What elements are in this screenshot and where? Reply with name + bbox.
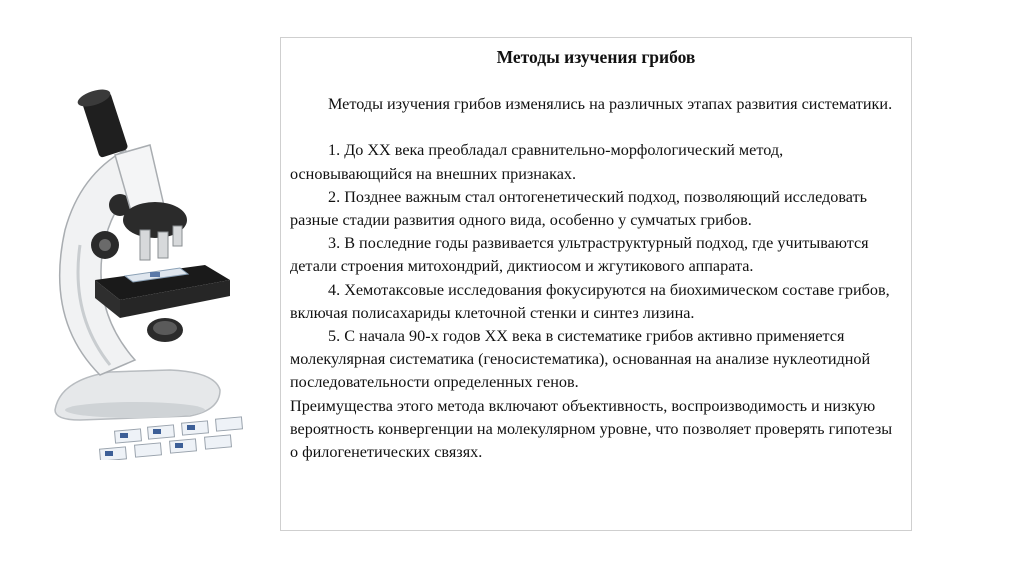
method-item-2: 2. Позднее важным стал онтогенетический подход, позволяющий исследовать разные стадии развития одного вида, особенно у сумчатых грибов. — [290, 187, 868, 229]
conclusion-paragraph: Преимущества этого метода включают объективность, воспроизводимость и низкую вероятность конвергенции на молекулярном уровне, что позволяет проверять гипотезы о филогенетических связях. — [290, 396, 893, 462]
slide-title: Методы изучения грибов — [496, 47, 696, 67]
method-item-3: 3. В последние годы развивается ультраструктурный подход, где учитываются детали строения митохондрий, диктиосом и жгутикового аппарата. — [290, 234, 869, 276]
body-text — [290, 93, 904, 464]
microscope-icon — [40, 80, 280, 460]
method-item-4: 4. Хемотаксовые исследования фокусируются на биохимическом составе грибов, включая полисахариды клеточной стенки и синтез лизина. — [290, 280, 890, 322]
intro-paragraph: Методы изучения грибов изменялись на различных этапах развития систематики. — [328, 95, 893, 113]
text-panel — [280, 37, 912, 531]
method-item-5: 5. С начала 90-х годов XX века в систематике грибов активно применяется молекулярная систематика (геносистематика), основанная на анализе нуклеотидной последовательности определенных генов. — [290, 327, 871, 392]
method-item-1: 1. До XX века преобладал сравнительно-морфологический метод, основывающийся на внешних признаках. — [290, 141, 784, 183]
